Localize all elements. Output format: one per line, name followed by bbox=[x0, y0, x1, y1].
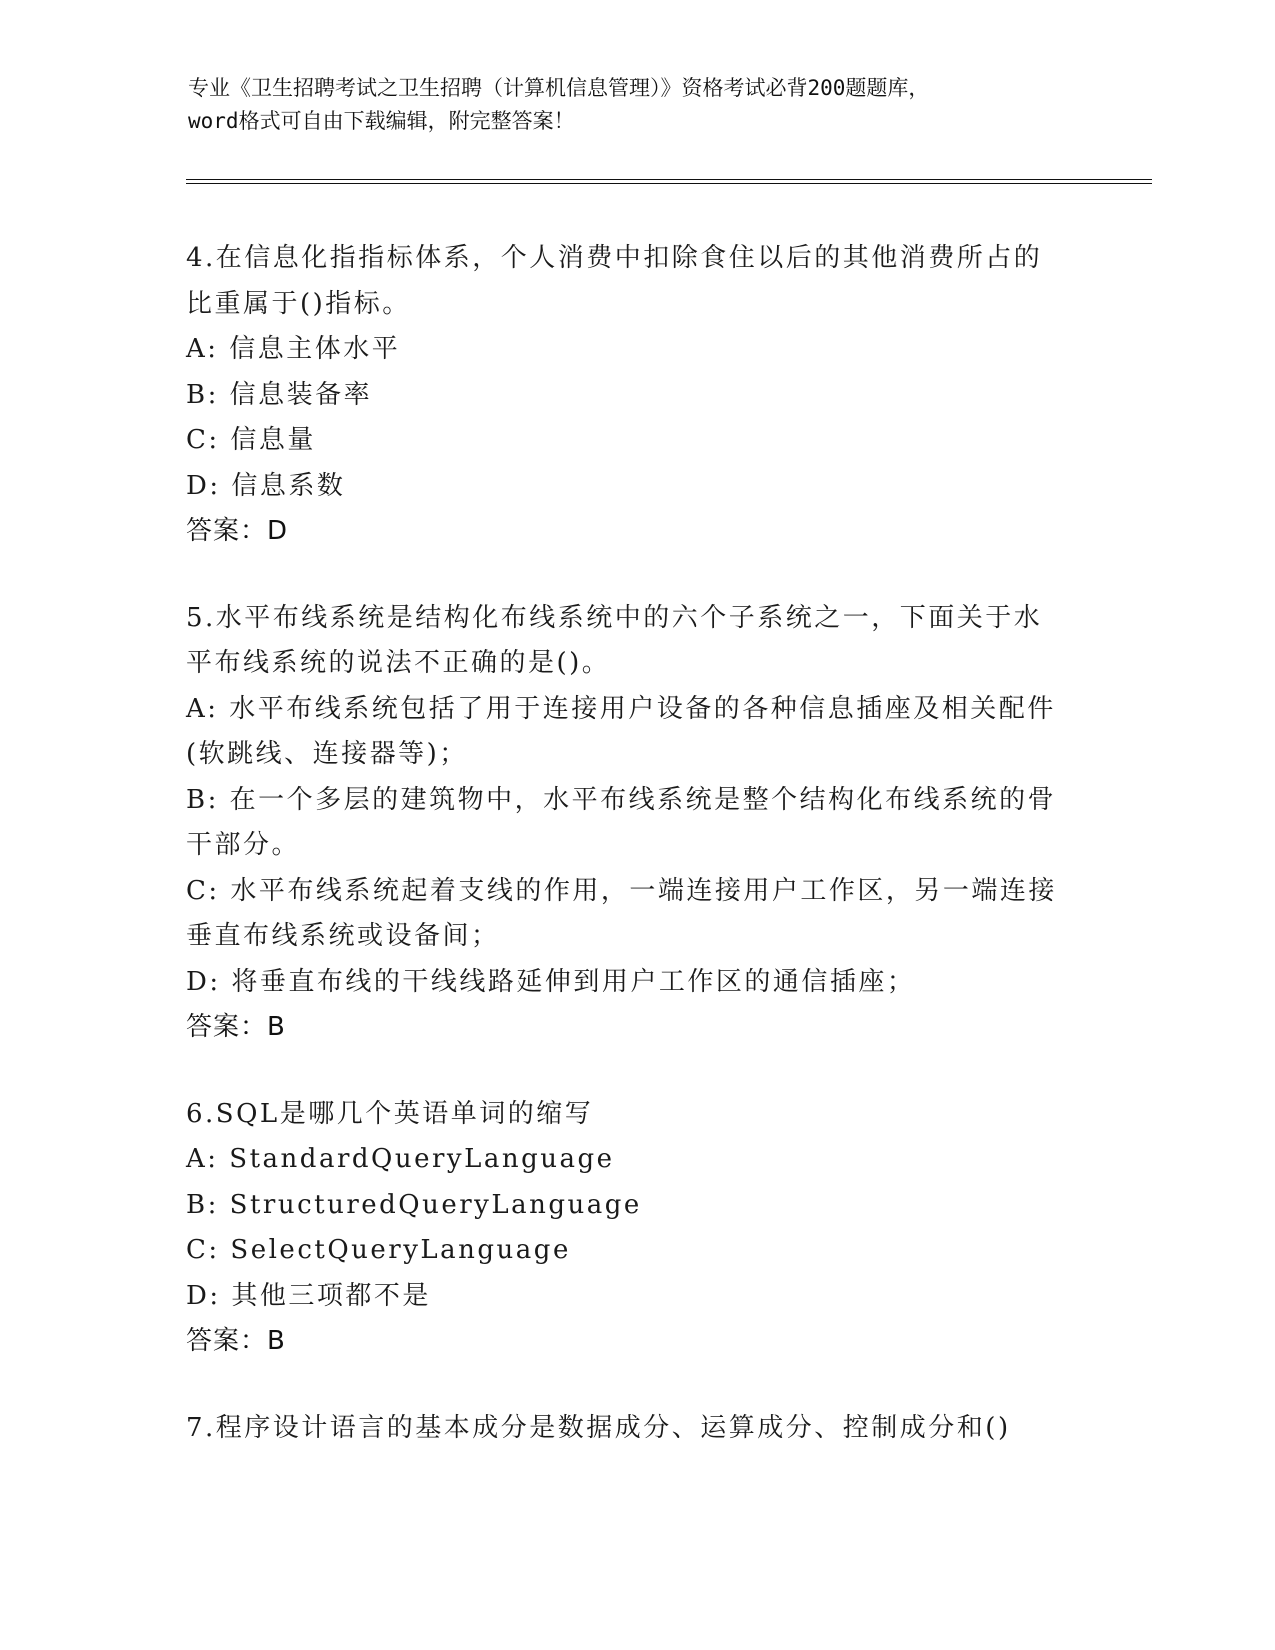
option-a: (软跳线、连接器等)； bbox=[186, 739, 468, 769]
header-line: 专业《卫生招聘考试之卫生招聘（计算机信息管理）》资格考试必背200题题库， bbox=[188, 76, 930, 100]
question-6 bbox=[186, 1092, 1086, 1365]
option-c: C: 水平布线系统起着支线的作用，一端连接用户工作区，另一端连接 bbox=[186, 875, 1057, 906]
header-line: word格式可自由下载编辑，附完整答案！ bbox=[188, 109, 575, 133]
question-stem: 4.在信息化指指标体系，个人消费中扣除食住以后的其他消费所占的 bbox=[186, 243, 1043, 273]
answer-label: 答案：B bbox=[186, 1326, 286, 1356]
header-divider bbox=[186, 179, 1152, 184]
question-stem: 7.程序设计语言的基本成分是数据成分、运算成分、控制成分和() bbox=[186, 1412, 1011, 1443]
option-a: A: StandardQueryLanguage bbox=[186, 1144, 615, 1174]
option-b: B: StructuredQueryLanguage bbox=[186, 1189, 642, 1220]
option-b: B: 信息装备率 bbox=[186, 379, 373, 410]
question-7 bbox=[186, 1406, 1086, 1452]
option-d: D: 信息系数 bbox=[186, 470, 346, 501]
option-c: C: 信息量 bbox=[186, 425, 316, 455]
question-stem: 6.SQL是哪几个英语单词的缩写 bbox=[186, 1098, 594, 1129]
option-b: B: 在一个多层的建筑物中，水平布线系统是整个结构化布线系统的骨 bbox=[186, 784, 1057, 815]
option-b: 干部分。 bbox=[186, 830, 301, 860]
document-header bbox=[188, 72, 1088, 138]
question-stem: 比重属于()指标。 bbox=[186, 288, 411, 319]
question-list bbox=[186, 236, 1086, 1492]
option-d: D: 将垂直布线的干线线路延伸到用户工作区的通信插座； bbox=[186, 966, 916, 997]
question-stem: 平布线系统的说法不正确的是()。 bbox=[186, 648, 611, 678]
answer-label: 答案：D bbox=[186, 516, 289, 546]
option-a: A: 信息主体水平 bbox=[186, 334, 401, 364]
option-d: D: 其他三项都不是 bbox=[186, 1280, 431, 1311]
question-5 bbox=[186, 596, 1086, 1051]
question-4 bbox=[186, 236, 1086, 555]
option-c: 垂直布线系统或设备间； bbox=[186, 921, 500, 951]
option-a: A: 水平布线系统包括了用于连接用户设备的各种信息插座及相关配件 bbox=[186, 693, 1056, 724]
option-c: C: SelectQueryLanguage bbox=[186, 1235, 571, 1265]
question-stem: 5.水平布线系统是结构化布线系统中的六个子系统之一，下面关于水 bbox=[186, 602, 1043, 633]
answer-label: 答案：B bbox=[186, 1012, 286, 1042]
